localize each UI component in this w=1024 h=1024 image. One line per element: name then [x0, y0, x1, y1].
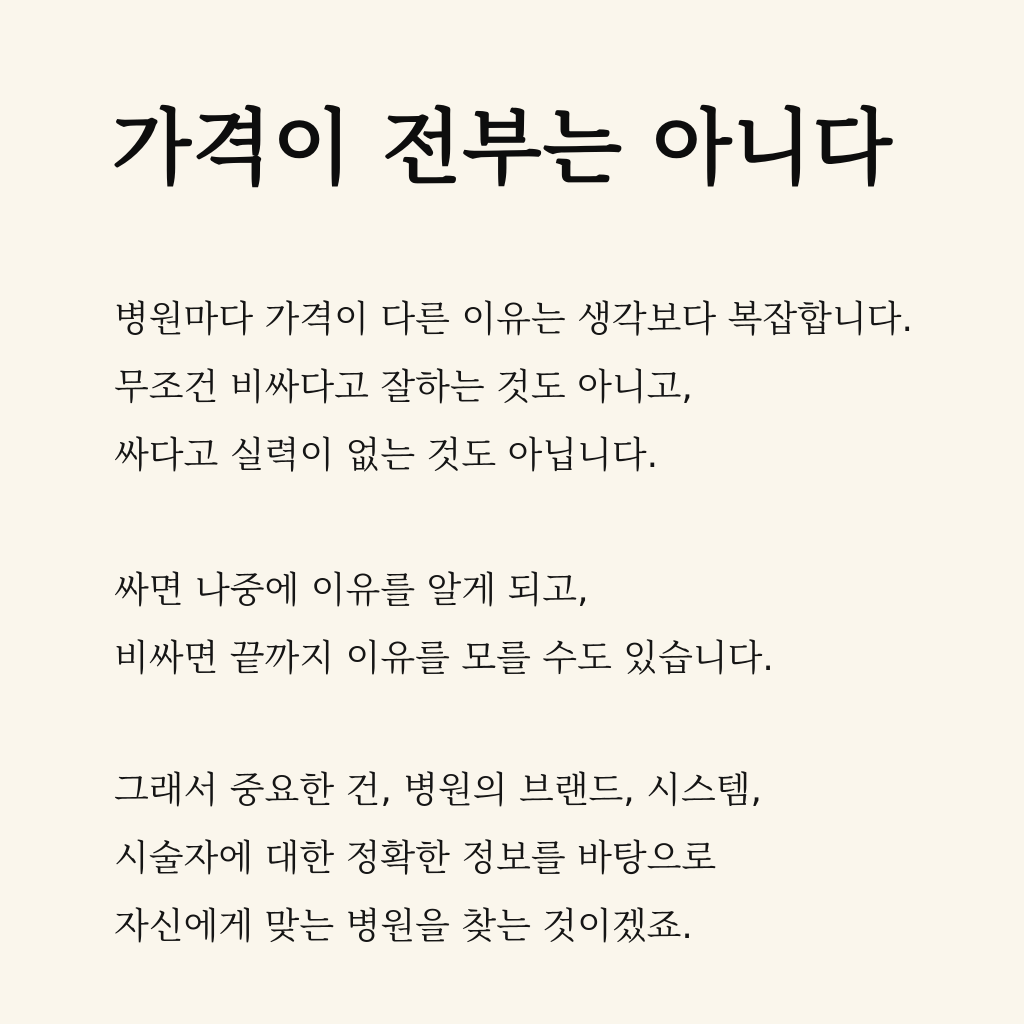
paragraph-line: 무조건 비싸다고 잘하는 것도 아니고,: [114, 367, 693, 408]
paragraph-line: 시술자에 대한 정확한 정보를 바탕으로: [114, 838, 717, 879]
paragraph-line: 자신에게 맞는 병원을 찾는 것이겠죠.: [114, 906, 693, 947]
paragraph-line: 병원마다 가격이 다른 이유는 생각보다 복잡합니다.: [114, 299, 913, 340]
paragraph-line: 그래서 중요한 건, 병원의 브랜드, 시스템,: [114, 770, 762, 811]
paragraph-text: [114, 299, 1004, 476]
paragraph-text: [114, 570, 1004, 679]
paragraph-conclusion: [114, 770, 1004, 977]
page-title: 가격이 전부는 아니다: [112, 101, 894, 196]
paragraph-line: 싸다고 실력이 없는 것도 아닙니다.: [114, 435, 659, 476]
paragraph-price-reasons: [114, 299, 1004, 506]
paragraph-line: 비싸면 끝까지 이유를 모를 수도 있습니다.: [114, 638, 774, 679]
paragraph-line: 싸면 나중에 이유를 알게 되고,: [114, 570, 589, 611]
paragraph-text: [114, 770, 1004, 947]
paragraph-cheap-vs-expensive: [114, 570, 1004, 709]
